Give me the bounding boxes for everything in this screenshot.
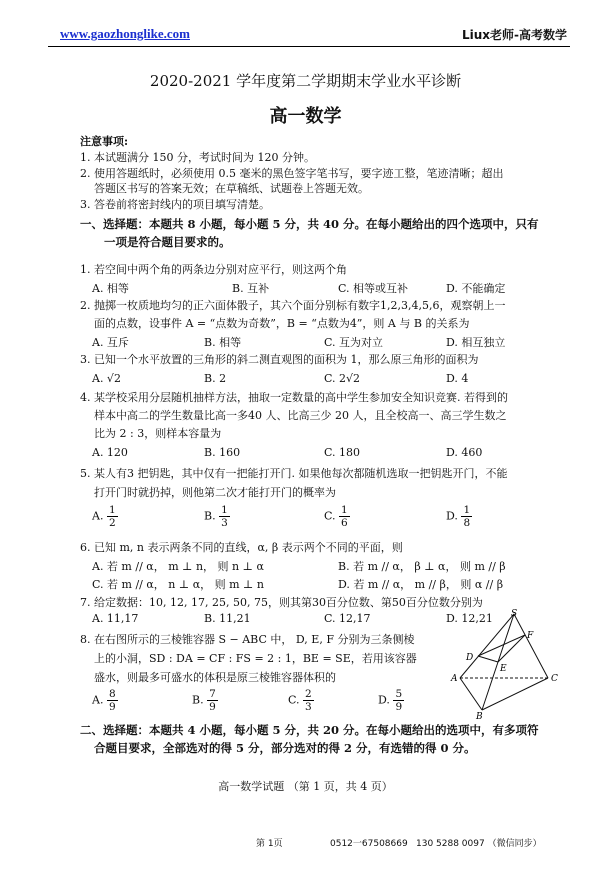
- q3-stem: 3. 已知一个水平放置的三角形的斜二测直观图的面积为 1，那么原三角形的面积为: [80, 353, 479, 366]
- q5-option-a: A. $\frac{1}{2}$: [92, 504, 116, 529]
- q7-option-d: D. 12,21: [446, 612, 493, 625]
- q8-line3: 盛水，则最多可盛水的体积是原三棱锥容器体积的: [94, 671, 336, 684]
- q4-option-d: D. 460: [446, 446, 483, 459]
- q8-line2: 上的小洞，SD : DA = CF : FS = 2 : 1，BE = SE，若用该容器: [94, 652, 417, 665]
- q8-option-c: C. $\frac{2}{3}$: [288, 688, 312, 713]
- section1-heading-cont: 一项是符合题目要求的。: [104, 235, 231, 249]
- q5-fraction-a: $\frac{1}{2}$: [108, 504, 116, 529]
- q3-option-a: A. √2: [92, 372, 121, 385]
- phone-number: 0512一67508669: [330, 839, 408, 849]
- q2-line1: 2. 抛掷一枚质地均匀的正六面体骰子，其六个面分别标有数字1,2,3,4,5,6，观察朝上一: [80, 299, 506, 312]
- q6-option-a: A. 若 m // α， m ⊥ n， 则 n ⊥ α: [92, 560, 264, 573]
- pyramid-figure: [448, 608, 568, 720]
- q1-option-b: B. 互补: [232, 282, 270, 295]
- q7-option-c: C. 12,17: [324, 612, 371, 625]
- q4-option-c: C. 180: [324, 446, 361, 459]
- page-number: 第 1页: [256, 839, 283, 849]
- note-2: 2. 使用答题纸时，必须使用 0.5 毫米的黑色签字笔书写，要字迹工整，笔迹清晰；超出: [80, 167, 504, 180]
- q1-option-c: C. 相等或互补: [338, 282, 409, 295]
- q8-fraction-b: $\frac{7}{9}$: [209, 688, 216, 713]
- q5-option-b: B. $\frac{1}{3}$: [204, 504, 228, 529]
- q3-option-c: C. 2√2: [324, 372, 361, 385]
- q6-option-c: C. 若 m // α， n ⊥ α， 则 m ⊥ n: [92, 578, 264, 591]
- q7-option-b: B. 11,21: [204, 612, 251, 625]
- brand-label: Liux老师-高考数学: [461, 28, 567, 42]
- q8-fraction-c: $\frac{2}{3}$: [305, 688, 312, 713]
- q8-option-d: D. $\frac{5}{9}$: [378, 688, 403, 713]
- section1-heading: 一、选择题：本题共 8 小题，每小题 5 分，共 40 分。在每小题给出的四个选项中，只有: [80, 217, 539, 231]
- q4-option-b: B. 160: [204, 446, 241, 459]
- page-footer-label: 高一数学试题 （第 1 页，共 4 页）: [218, 780, 393, 793]
- q5-fraction-d: $\frac{1}{8}$: [463, 504, 471, 529]
- q6-stem: 6. 已知 m, n 表示两条不同的直线，α, β 表示两个不同的平面，则: [80, 541, 403, 554]
- label-a: A: [451, 674, 458, 684]
- label-d: D: [466, 653, 474, 663]
- q7-stem: 7. 给定数据：10, 12, 17, 25, 50, 75，则其第30百分位数、第50百分位数分别为: [80, 596, 483, 609]
- subject-title: 高一数学: [269, 106, 342, 127]
- q4-line3: 比为 2 : 3，则样本容量为: [94, 427, 222, 440]
- q3-option-b: B. 2: [204, 372, 227, 385]
- q4-line2: 样本中高二的学生数量比高一多40 人、比高三少 20 人，且全校高一、高三学生数之: [94, 409, 507, 422]
- note-2-cont: 答题区书写的答案无效；在草稿纸、试题卷上答题无效。: [94, 182, 369, 195]
- q5-line1: 5. 某人有3 把钥匙，其中仅有一把能打开门. 如果他每次都随机选取一把钥匙开门，不能: [80, 467, 508, 480]
- label-e: E: [500, 664, 507, 674]
- q5-option-c: C. $\frac{1}{6}$: [324, 504, 348, 529]
- q4-option-a: A. 120: [92, 446, 128, 459]
- q8-line1: 8. 在右图所示的三棱锥容器 S − ABC 中， D, E, F 分别为三条侧棱: [80, 633, 415, 646]
- q8-fraction-d: $\frac{5}{9}$: [395, 688, 403, 713]
- q8-fraction-a: $\frac{8}{9}$: [108, 688, 116, 713]
- q2-option-a: A. 互斥: [92, 336, 129, 349]
- q2-line2: 面的点数，设事件 A = “点数为奇数”，B = “点数为4”，则 A 与 B 的关系为: [94, 317, 470, 330]
- q7-option-a: A. 11,17: [92, 612, 139, 625]
- section2-heading-cont: 合题目要求，全部选对的得 5 分，部分选对的得 2 分，有选错的得 0 分。: [94, 741, 476, 755]
- q4-line1: 4. 某学校采用分层随机抽样方法，抽取一定数量的高中学生参加安全知识竞赛. 若得到的: [80, 391, 508, 404]
- mobile-number: 130 5288 0097 （微信同步）: [416, 839, 542, 849]
- q2-option-c: C. 互为对立: [324, 336, 384, 349]
- q8-option-a: A. $\frac{8}{9}$: [92, 688, 116, 713]
- header-divider: [48, 46, 570, 47]
- note-1: 1. 本试题满分 150 分，考试时间为 120 分钟。: [80, 151, 315, 164]
- q2-option-d: D. 相互独立: [446, 336, 506, 349]
- q6-option-d: D. 若 m // α， m // β， 则 α // β: [338, 578, 504, 591]
- section2-heading: 二、选择题：本题共 4 小题，每小题 5 分，共 20 分。在每小题给出的选项中，有多项符: [80, 723, 539, 737]
- exam-title: 2020-2021 学年度第二学期期末学业水平诊断: [149, 72, 462, 90]
- q2-option-b: B. 相等: [204, 336, 242, 349]
- q5-fraction-b: $\frac{1}{3}$: [221, 504, 228, 529]
- q5-fraction-c: $\frac{1}{6}$: [341, 504, 348, 529]
- label-b: B: [476, 712, 483, 720]
- q8-option-b: B. $\frac{7}{9}$: [192, 688, 216, 713]
- q6-option-b: B. 若 m // α， β ⊥ α， 则 m // β: [338, 560, 506, 573]
- note-3: 3. 答卷前将密封线内的项目填写清楚。: [80, 198, 270, 211]
- q5-line2: 打开门时就扔掉，则他第二次才能打开门的概率为: [94, 486, 336, 499]
- q1-stem: 1. 若空间中两个角的两条边分别对应平行，则这两个角: [80, 263, 347, 276]
- q1-option-a: A. 相等: [92, 282, 129, 295]
- label-f: F: [527, 631, 534, 641]
- site-link[interactable]: www.gaozhonglike.com: [60, 26, 190, 41]
- q5-option-d: D. $\frac{1}{8}$: [446, 504, 471, 529]
- q1-option-d: D. 不能确定: [446, 282, 506, 295]
- notes-heading: 注意事项:: [80, 135, 129, 148]
- label-c: C: [551, 674, 558, 684]
- label-s: S: [511, 609, 518, 619]
- q3-option-d: D. 4: [446, 372, 469, 385]
